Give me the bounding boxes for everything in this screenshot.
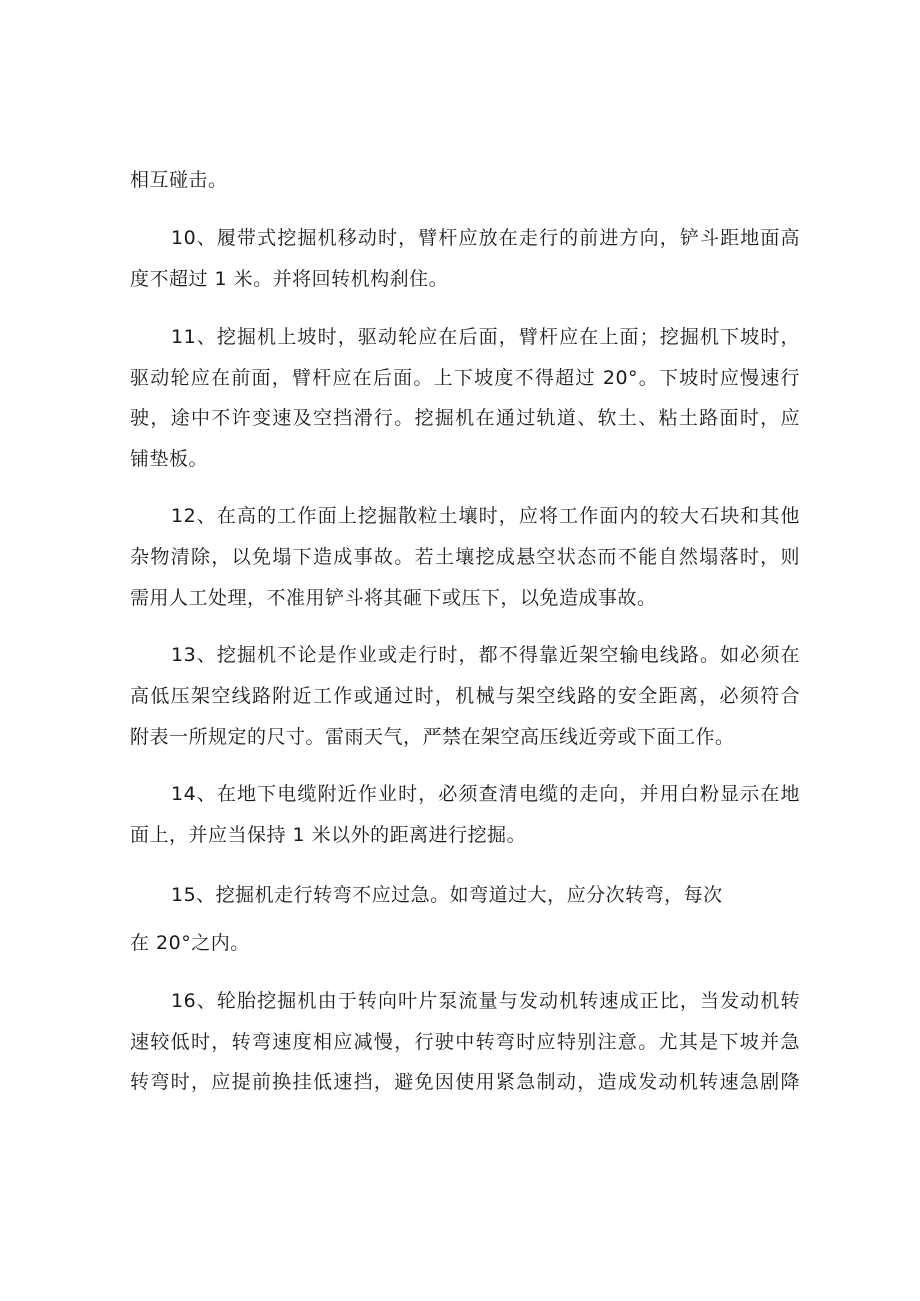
text-line: 速较低时，转弯速度相应减慢，行驶中转弯时应特别注意。尤其是下坡并急	[130, 1031, 800, 1053]
text-line: 铺垫板。	[130, 448, 209, 470]
text-line: 需用人工处理，不准用铲斗将其砸下或压下，以免造成事故。	[130, 587, 657, 609]
text-line: 高低压架空线路附近工作或通过时，机械与架空线路的安全距离，必须符合	[130, 685, 800, 707]
text-line: 度不超过 1 米。并将回转机构刹住。	[130, 268, 449, 290]
text-line: 驶，途中不许变速及空挡滑行。挖掘机在通过轨道、软土、粘土路面时，应	[130, 407, 800, 429]
text-line: 15、挖掘机走行转弯不应过急。如弯道过大，应分次转弯，每次	[171, 884, 723, 906]
text-line: 面上，并应当保持 1 米以外的距离进行挖掘。	[130, 824, 527, 846]
text-line: 相互碰击。	[130, 169, 228, 191]
text-line: 驱动轮应在前面，臂杆应在后面。上下坡度不得超过 20°。下坡时应慢速行	[130, 367, 800, 389]
text-line: 11、挖掘机上坡时，驱动轮应在后面，臂杆应在上面；挖掘机下坡时，	[171, 326, 800, 348]
text-line: 在 20°之内。	[130, 932, 250, 954]
text-line: 12、在高的工作面上挖掘散粒土壤时，应将工作面内的较大石块和其他	[171, 505, 800, 527]
text-line: 16、轮胎挖掘机由于转向叶片泵流量与发动机转速成正比，当发动机转	[171, 990, 800, 1012]
text-line: 13、挖掘机不论是作业或走行时，都不得靠近架空输电线路。如必须在	[171, 644, 800, 666]
text-line: 附表一所规定的尺寸。雷雨天气，严禁在架空高压线近旁或下面工作。	[130, 726, 735, 748]
text-line: 14、在地下电缆附近作业时，必须查清电缆的走向，并用白粉显示在地	[171, 783, 800, 805]
text-line: 杂物清除，以免塌下造成事故。若土壤挖成悬空状态而不能自然塌落时，则	[130, 546, 800, 568]
text-line: 转弯时，应提前换挂低速挡，避免因使用紧急制动，造成发动机转速急剧降	[130, 1071, 800, 1093]
text-line: 10、履带式挖掘机移动时，臂杆应放在走行的前进方向，铲斗距地面高	[171, 227, 800, 249]
